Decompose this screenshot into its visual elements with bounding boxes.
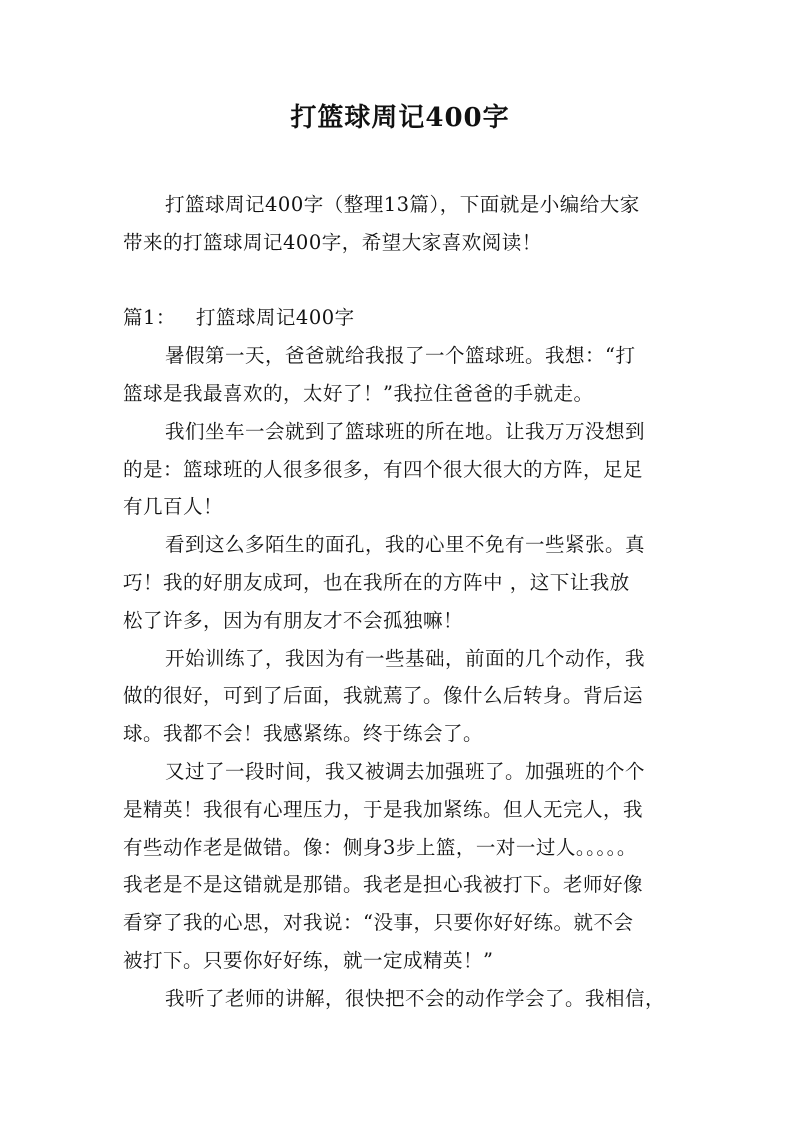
body-line: 我们坐车一会就到了篮球班的所在地。让我万万没想到 [165, 419, 646, 443]
paragraph-gap [123, 262, 689, 300]
intro-line: 带来的打篮球周记400字，希望大家喜欢阅读！ [123, 230, 542, 254]
body-line: 我听了老师的讲解，很快把不会的动作学会了。我相信， [165, 986, 666, 1010]
body-line: 又过了一段时间，我又被调去加强班了。加强班的个个 [165, 759, 646, 783]
document-body [123, 186, 689, 1018]
body-line: 的是：篮球班的人很多很多，有四个很大很大的方阵，足足 [123, 457, 644, 481]
section-heading [123, 299, 689, 337]
body-line: 开始训练了，我因为有一些基础，前面的几个动作，我 [165, 646, 646, 670]
document-title: 打篮球周记400字 [290, 103, 510, 133]
body-line: 有些动作老是做错。像：侧身3步上篮，一对一过人。。。。。 [123, 835, 637, 859]
body-line: 做的很好，可到了后面，我就蔫了。像什么后转身。背后运 [123, 684, 644, 708]
section-label: 篇1： [123, 306, 176, 330]
body-line: 被打下。只要你好好练，就一定成精英！” [123, 948, 494, 972]
body-line: 我老是不是这错就是那错。我老是担心我被打下。老师好像 [123, 873, 644, 897]
body-line: 暑假第一天，爸爸就给我报了一个篮球班。我想：“打 [165, 344, 636, 368]
body-line: 看穿了我的心思，对我说：“没事，只要你好好练。就不会 [123, 911, 634, 935]
section-title: 打篮球周记400字 [195, 306, 355, 330]
body-line: 巧！我的好朋友成珂，也在我所在的方阵中 ，这下让我放 [123, 570, 630, 594]
body-line: 球。我都不会！我感紧练。终于练会了。 [123, 722, 484, 746]
body-line: 是精英！我很有心理压力，于是我加紧练。但人无完人，我 [123, 797, 644, 821]
body-line: 篮球是我最喜欢的，太好了！”我拉住爸爸的手就走。 [123, 381, 594, 405]
body-line: 看到这么多陌生的面孔，我的心里不免有一些紧张。真 [165, 533, 646, 557]
body-line: 松了许多，因为有朋友才不会孤独嘛！ [123, 608, 464, 632]
body-line: 有几百人！ [123, 495, 224, 519]
intro-line: 打篮球周记400字（整理13篇），下面就是小编给大家 [165, 193, 640, 216]
